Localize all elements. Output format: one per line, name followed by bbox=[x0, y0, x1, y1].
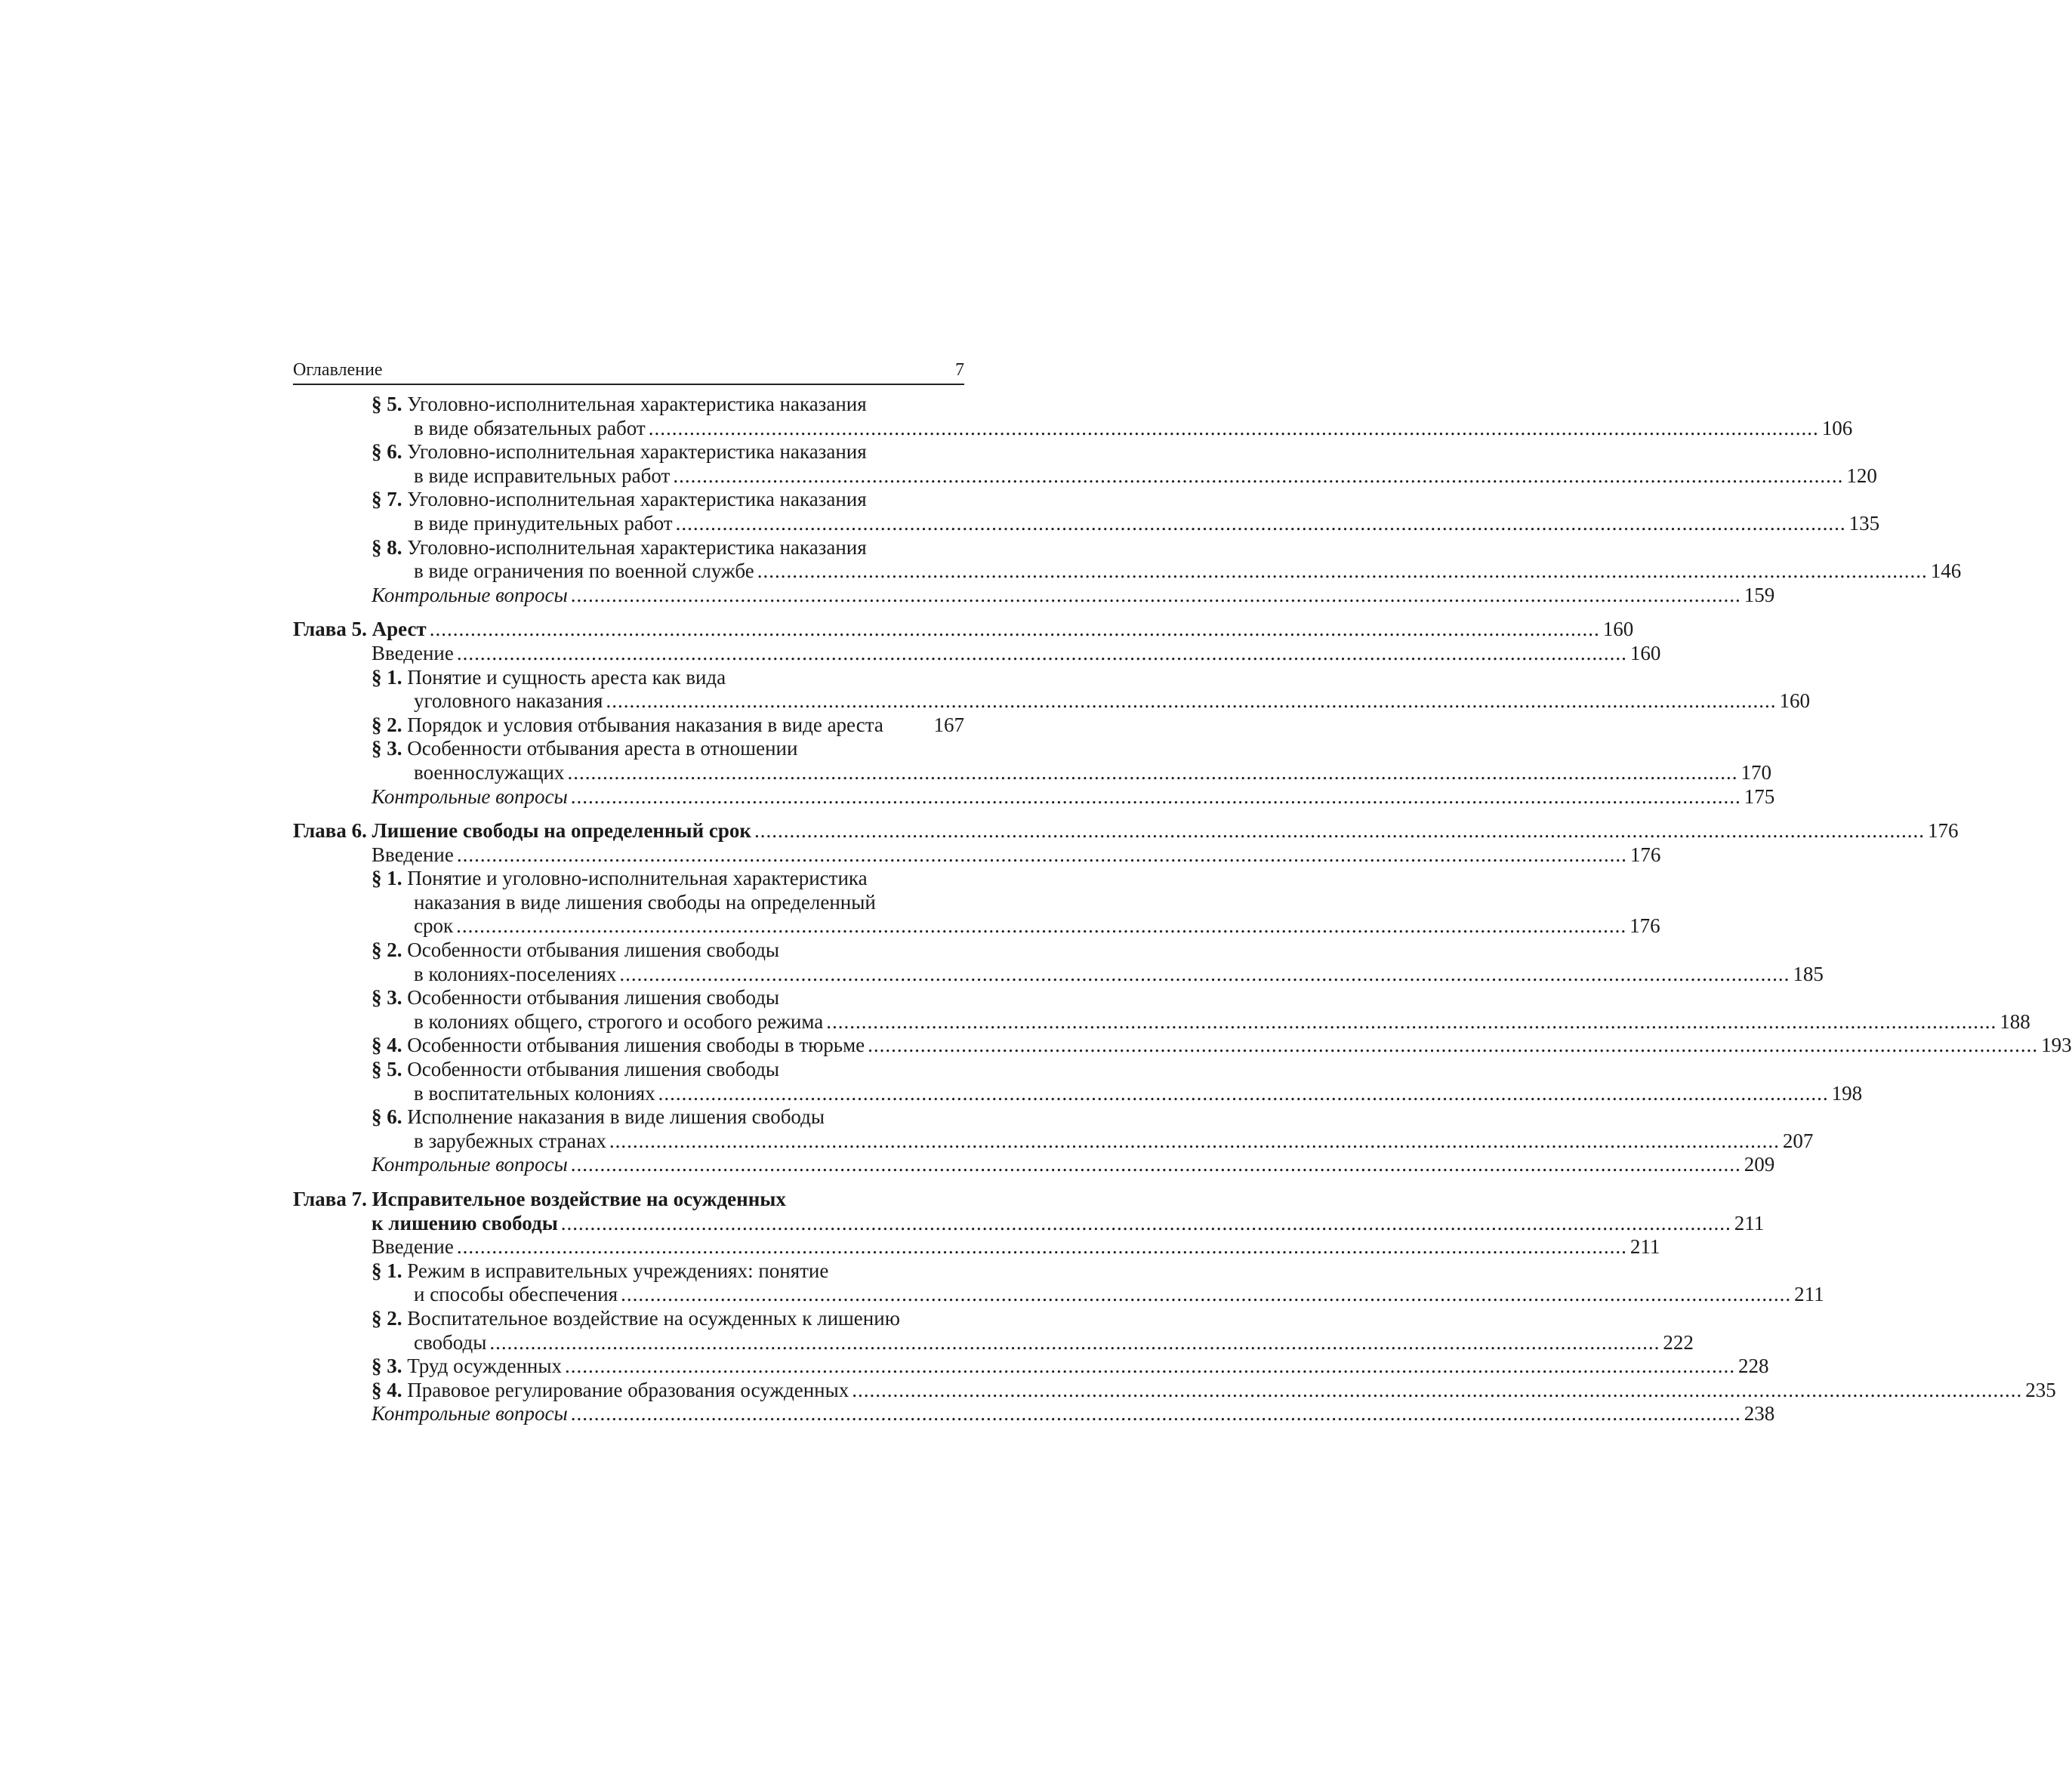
toc-entry bbox=[293, 914, 1660, 938]
section-mark: § 4. bbox=[372, 1034, 402, 1057]
toc-entry bbox=[293, 1009, 2030, 1034]
running-header bbox=[293, 356, 964, 385]
dot-leader: ........................................................................................................................................................................................................ bbox=[609, 1129, 1780, 1152]
toc-entry bbox=[293, 416, 1853, 441]
toc-entry-text: в зарубежных странах bbox=[414, 1129, 606, 1152]
toc-entry-text: Введение bbox=[372, 1235, 454, 1259]
toc-entry bbox=[293, 440, 964, 464]
section-mark: § 1. bbox=[372, 1259, 402, 1282]
toc-entry-text: Труд осужденных bbox=[407, 1355, 563, 1378]
toc-entry-title bbox=[372, 1212, 558, 1236]
dot-leader: ........................................................................................................................................................................................................ bbox=[570, 784, 1741, 808]
toc-entry-text: Глава 7. Исправительное воздействие на осужденных bbox=[293, 1188, 786, 1210]
toc-page-number: 198 bbox=[1831, 1081, 1863, 1105]
toc-chapter-entry bbox=[293, 618, 1634, 642]
toc-entry-title bbox=[372, 843, 454, 868]
toc-entry-text: в виде обязательных работ bbox=[414, 416, 646, 439]
toc-entry bbox=[293, 464, 1877, 489]
toc-entry-title bbox=[414, 761, 564, 785]
toc-entry-title bbox=[372, 737, 797, 760]
section-gap bbox=[293, 1177, 964, 1188]
toc-entry-title bbox=[414, 1331, 486, 1355]
toc-page-number: 160 bbox=[1630, 641, 1661, 664]
toc-entry-title bbox=[372, 584, 568, 608]
toc-entry-text: Воспитательное воздействие на осужденных к лишению bbox=[407, 1306, 900, 1330]
toc-entry-title bbox=[372, 1259, 828, 1282]
dot-leader: ........................................................................................................................................................................................................ bbox=[826, 1009, 1997, 1033]
dot-leader: ........................................................................................................................................................................................................ bbox=[456, 914, 1627, 938]
toc-entry-text: военнослужащих bbox=[414, 760, 565, 784]
toc-entry-text: Контрольные вопросы bbox=[372, 1153, 568, 1176]
toc-chapter-entry bbox=[293, 819, 1959, 843]
toc-entry-text: Контрольные вопросы bbox=[372, 784, 568, 808]
toc-page-number: 160 bbox=[1602, 618, 1634, 641]
toc-entry-text: срок bbox=[414, 914, 454, 938]
toc-entry bbox=[293, 511, 1880, 536]
toc-entry-title bbox=[372, 1402, 568, 1426]
dot-leader: ........................................................................................................................................................................................................ bbox=[648, 416, 1819, 439]
toc-entry-title bbox=[372, 1105, 825, 1128]
section-mark: § 2. bbox=[372, 713, 402, 736]
toc-entry-text: в виде ограничения по военной службе bbox=[414, 559, 754, 583]
dot-leader: ........................................................................................................................................................................................................ bbox=[619, 962, 1790, 985]
toc-entry-text: в колониях-поселениях bbox=[414, 962, 617, 985]
toc-entry-title bbox=[372, 1307, 900, 1330]
toc-entry-title bbox=[414, 914, 453, 938]
toc-page-number: 193 bbox=[2041, 1034, 2072, 1057]
toc-entry-title bbox=[372, 1153, 568, 1177]
toc-entry bbox=[293, 1153, 1775, 1177]
toc-entry-text: Уголовно-исполнительная характеристика наказания bbox=[407, 488, 867, 511]
dot-leader: ........................................................................................................................................................................................................ bbox=[621, 1283, 1792, 1306]
toc-entry-title bbox=[414, 559, 754, 584]
toc-entry-title bbox=[414, 512, 673, 536]
toc-entry bbox=[293, 713, 964, 738]
toc-entry-text: в виде исправительных работ bbox=[414, 464, 671, 487]
toc-entry bbox=[293, 1211, 1765, 1236]
toc-entry-title bbox=[372, 867, 868, 889]
section-mark: § 5. bbox=[372, 393, 402, 415]
toc-page-number: 222 bbox=[1663, 1330, 1694, 1354]
toc-entry-title bbox=[414, 1130, 606, 1154]
toc-entry-text: Понятие и уголовно-исполнительная характеристика bbox=[407, 867, 868, 890]
toc-page-number: 209 bbox=[1744, 1153, 1775, 1176]
toc-entry-text: и способы обеспечения bbox=[414, 1283, 618, 1306]
dot-leader: ........................................................................................................................................................................................................ bbox=[456, 843, 1627, 866]
toc-page-number: 120 bbox=[1846, 464, 1877, 487]
dot-leader: ........................................................................................................................................................................................................ bbox=[757, 559, 1928, 583]
dot-leader: ........................................................................................................................................................................................................ bbox=[570, 583, 1741, 606]
dot-leader: ........................................................................................................................................................................................................ bbox=[560, 1211, 1731, 1234]
toc-entry bbox=[293, 986, 964, 1010]
toc-entry-title bbox=[372, 986, 779, 1009]
toc-entry-text: Особенности отбывания лишения свободы в тюрьме bbox=[407, 1034, 865, 1057]
toc-entry-text: Правовое регулирование образования осужденных bbox=[407, 1378, 849, 1401]
toc-page-number: 159 bbox=[1744, 583, 1775, 606]
dot-leader: ........................................................................................................................................................................................................ bbox=[489, 1330, 1660, 1354]
toc-entry-text: Контрольные вопросы bbox=[372, 1402, 568, 1425]
toc-entry-title bbox=[372, 666, 726, 689]
dot-leader: ........................................................................................................................................................................................................ bbox=[456, 641, 1627, 664]
section-mark: § 3. bbox=[372, 737, 402, 760]
toc-entry-title bbox=[372, 488, 867, 510]
toc-entry bbox=[293, 666, 964, 690]
toc-entry bbox=[293, 784, 1775, 809]
section-mark: § 1. bbox=[372, 867, 402, 890]
dot-leader: ........................................................................................................................................................................................................ bbox=[570, 1402, 1741, 1425]
toc-entry bbox=[293, 1129, 1814, 1154]
toc-page-number: 167 bbox=[933, 713, 964, 736]
dot-leader: ........................................................................................................................................................................................................ bbox=[570, 1153, 1741, 1176]
toc-entry-text: в воспитательных колониях bbox=[414, 1081, 655, 1105]
toc-entry-title bbox=[293, 618, 427, 642]
toc-entry-text: Порядок и условия отбывания наказания в виде ареста bbox=[407, 713, 883, 736]
table-of-contents bbox=[293, 393, 2072, 1426]
section-mark: § 3. bbox=[372, 986, 402, 1009]
toc-entry bbox=[293, 1378, 2056, 1403]
toc-entry bbox=[293, 1330, 1694, 1355]
toc-entry bbox=[293, 1235, 1660, 1259]
section-mark: § 7. bbox=[372, 488, 402, 511]
toc-entry-text: уголовного наказания bbox=[414, 689, 603, 713]
section-mark: § 1. bbox=[372, 665, 402, 689]
toc-entry bbox=[293, 938, 964, 963]
dot-leader: ........................................................................................................................................................................................................ bbox=[852, 1378, 2023, 1401]
toc-entry-title bbox=[372, 1355, 562, 1379]
toc-entry-text: Уголовно-исполнительная характеристика наказания bbox=[407, 393, 867, 415]
toc-entry-title bbox=[414, 963, 616, 987]
toc-entry-text: Особенности отбывания ареста в отношении bbox=[407, 737, 798, 760]
dot-leader: ........................................................................................................................................................................................................ bbox=[868, 1034, 2039, 1057]
toc-entry bbox=[293, 867, 964, 891]
toc-entry-title bbox=[372, 713, 883, 738]
toc-entry-title bbox=[293, 819, 751, 843]
section-mark: § 2. bbox=[372, 938, 402, 962]
toc-page-number: 188 bbox=[2000, 1009, 2030, 1033]
toc-entry-text: Введение bbox=[372, 641, 454, 664]
toc-entry-title bbox=[414, 1283, 618, 1307]
toc-page-number: 175 bbox=[1744, 784, 1775, 808]
toc-entry-title bbox=[372, 1235, 454, 1259]
toc-entry bbox=[293, 488, 964, 512]
toc-entry-title bbox=[372, 642, 454, 666]
toc-page-number: 170 bbox=[1741, 760, 1771, 784]
toc-page-number: 238 bbox=[1744, 1402, 1775, 1425]
toc-page-number: 207 bbox=[1782, 1129, 1814, 1152]
toc-entry bbox=[293, 393, 964, 417]
toc-entry bbox=[293, 962, 1824, 987]
toc-entry-text: свободы bbox=[414, 1330, 487, 1354]
toc-entry-text: Уголовно-исполнительная характеристика наказания bbox=[407, 440, 867, 464]
dot-leader: ........................................................................................................................................................................................................ bbox=[754, 819, 1925, 843]
toc-entry bbox=[293, 843, 1661, 868]
toc-entry-text: Понятие и сущность ареста как вида bbox=[407, 665, 726, 689]
toc-entry-title bbox=[414, 1010, 823, 1034]
toc-entry bbox=[293, 1259, 964, 1284]
toc-entry-title bbox=[372, 1034, 865, 1058]
toc-entry bbox=[293, 641, 1661, 666]
toc-entry bbox=[293, 583, 1775, 608]
dot-leader: ........................................................................................................................................................................................................ bbox=[429, 618, 1600, 641]
dot-leader: ........................................................................................................................................................................................................ bbox=[658, 1081, 1829, 1105]
toc-entry-text: Особенности отбывания лишения свободы bbox=[407, 1058, 780, 1081]
toc-entry-title bbox=[372, 938, 779, 961]
toc-page-number: 211 bbox=[1630, 1235, 1660, 1259]
dot-leader: ........................................................................................................................................................................................................ bbox=[567, 760, 1738, 784]
toc-entry bbox=[293, 737, 964, 761]
toc-entry bbox=[293, 559, 1962, 584]
toc-page-number: 211 bbox=[1734, 1211, 1765, 1234]
dot-leader: ........................................................................................................................................................................................................ bbox=[673, 464, 1844, 487]
toc-entry-text: Исполнение наказания в виде лишения свободы bbox=[407, 1105, 825, 1129]
toc-entry-title bbox=[293, 1188, 786, 1210]
section-gap bbox=[293, 809, 964, 819]
toc-entry-text: Введение bbox=[372, 843, 454, 866]
toc-entry-title bbox=[372, 785, 568, 809]
toc-entry bbox=[293, 1307, 964, 1331]
toc-page-number: 176 bbox=[1630, 914, 1660, 938]
section-mark: § 8. bbox=[372, 535, 402, 559]
toc-entry-title bbox=[414, 891, 876, 914]
toc-page-number: 160 bbox=[1779, 689, 1810, 713]
toc-entry-title bbox=[372, 1058, 779, 1080]
toc-entry-title bbox=[372, 440, 867, 463]
toc-entry-text: Особенности отбывания лишения свободы bbox=[407, 938, 780, 962]
toc-entry bbox=[293, 1402, 1775, 1426]
toc-entry bbox=[293, 1081, 1863, 1106]
toc-entry-title bbox=[414, 1082, 655, 1106]
toc-page-number: 185 bbox=[1793, 962, 1824, 985]
section-mark: § 6. bbox=[372, 440, 402, 464]
running-header-title: Оглавление bbox=[293, 360, 383, 380]
section-mark: § 4. bbox=[372, 1378, 402, 1401]
toc-page-number: 106 bbox=[1821, 416, 1853, 439]
toc-entry-title bbox=[414, 417, 646, 441]
toc-entry bbox=[293, 1355, 1769, 1379]
toc-entry-text: Глава 5. Арест bbox=[293, 618, 427, 641]
toc-page-number: 211 bbox=[1794, 1283, 1824, 1306]
toc-entry bbox=[293, 891, 964, 915]
toc-entry bbox=[293, 1105, 964, 1130]
dot-leader: ........................................................................................................................................................................................................ bbox=[675, 511, 1846, 535]
toc-entry bbox=[293, 536, 964, 560]
toc-entry-title bbox=[372, 536, 867, 559]
toc-entry bbox=[293, 760, 1771, 785]
toc-entry-text: Особенности отбывания лишения свободы bbox=[407, 986, 780, 1009]
section-mark: § 2. bbox=[372, 1306, 402, 1330]
dot-leader: ........................................................................................................................................................................................................ bbox=[456, 1235, 1627, 1259]
toc-page-number: 176 bbox=[1928, 819, 1959, 843]
section-mark: § 5. bbox=[372, 1058, 402, 1081]
toc-entry bbox=[293, 1058, 964, 1082]
toc-entry-title bbox=[414, 689, 603, 713]
toc-entry-text: Режим в исправительных учреждениях: понятие bbox=[407, 1259, 829, 1282]
section-gap bbox=[293, 607, 964, 618]
toc-entry-text: Уголовно-исполнительная характеристика наказания bbox=[407, 535, 867, 559]
toc-entry bbox=[293, 1283, 1824, 1307]
toc-page-number: 176 bbox=[1630, 843, 1661, 866]
toc-entry-text: наказания в виде лишения свободы на определенный bbox=[414, 890, 876, 914]
dot-leader: ........................................................................................................................................................................................................ bbox=[565, 1355, 1736, 1378]
toc-page-number: 235 bbox=[2025, 1378, 2056, 1401]
toc-entry-title bbox=[414, 464, 670, 489]
toc-entry-text: в колониях общего, строгого и особого режима bbox=[414, 1009, 824, 1033]
toc-entry-text: к лишению свободы bbox=[372, 1211, 558, 1234]
section-mark: § 6. bbox=[372, 1105, 402, 1129]
toc-entry-text: Контрольные вопросы bbox=[372, 583, 568, 606]
toc-entry-text: Глава 6. Лишение свободы на определенный срок bbox=[293, 819, 751, 843]
toc-page-number: 228 bbox=[1738, 1355, 1769, 1378]
toc-chapter-entry bbox=[293, 1188, 964, 1212]
toc-entry-text: в виде принудительных работ bbox=[414, 511, 673, 535]
toc-entry-title bbox=[372, 1379, 849, 1403]
toc-entry-title bbox=[372, 393, 867, 415]
toc-page-number: 146 bbox=[1930, 559, 1962, 583]
toc-entry bbox=[293, 689, 1810, 713]
dot-leader: ........................................................................................................................................................................................................ bbox=[606, 689, 1777, 713]
section-mark: § 3. bbox=[372, 1355, 402, 1378]
page-number: 7 bbox=[955, 360, 964, 380]
toc-page-number: 135 bbox=[1848, 511, 1880, 535]
toc-entry bbox=[293, 1034, 2072, 1058]
